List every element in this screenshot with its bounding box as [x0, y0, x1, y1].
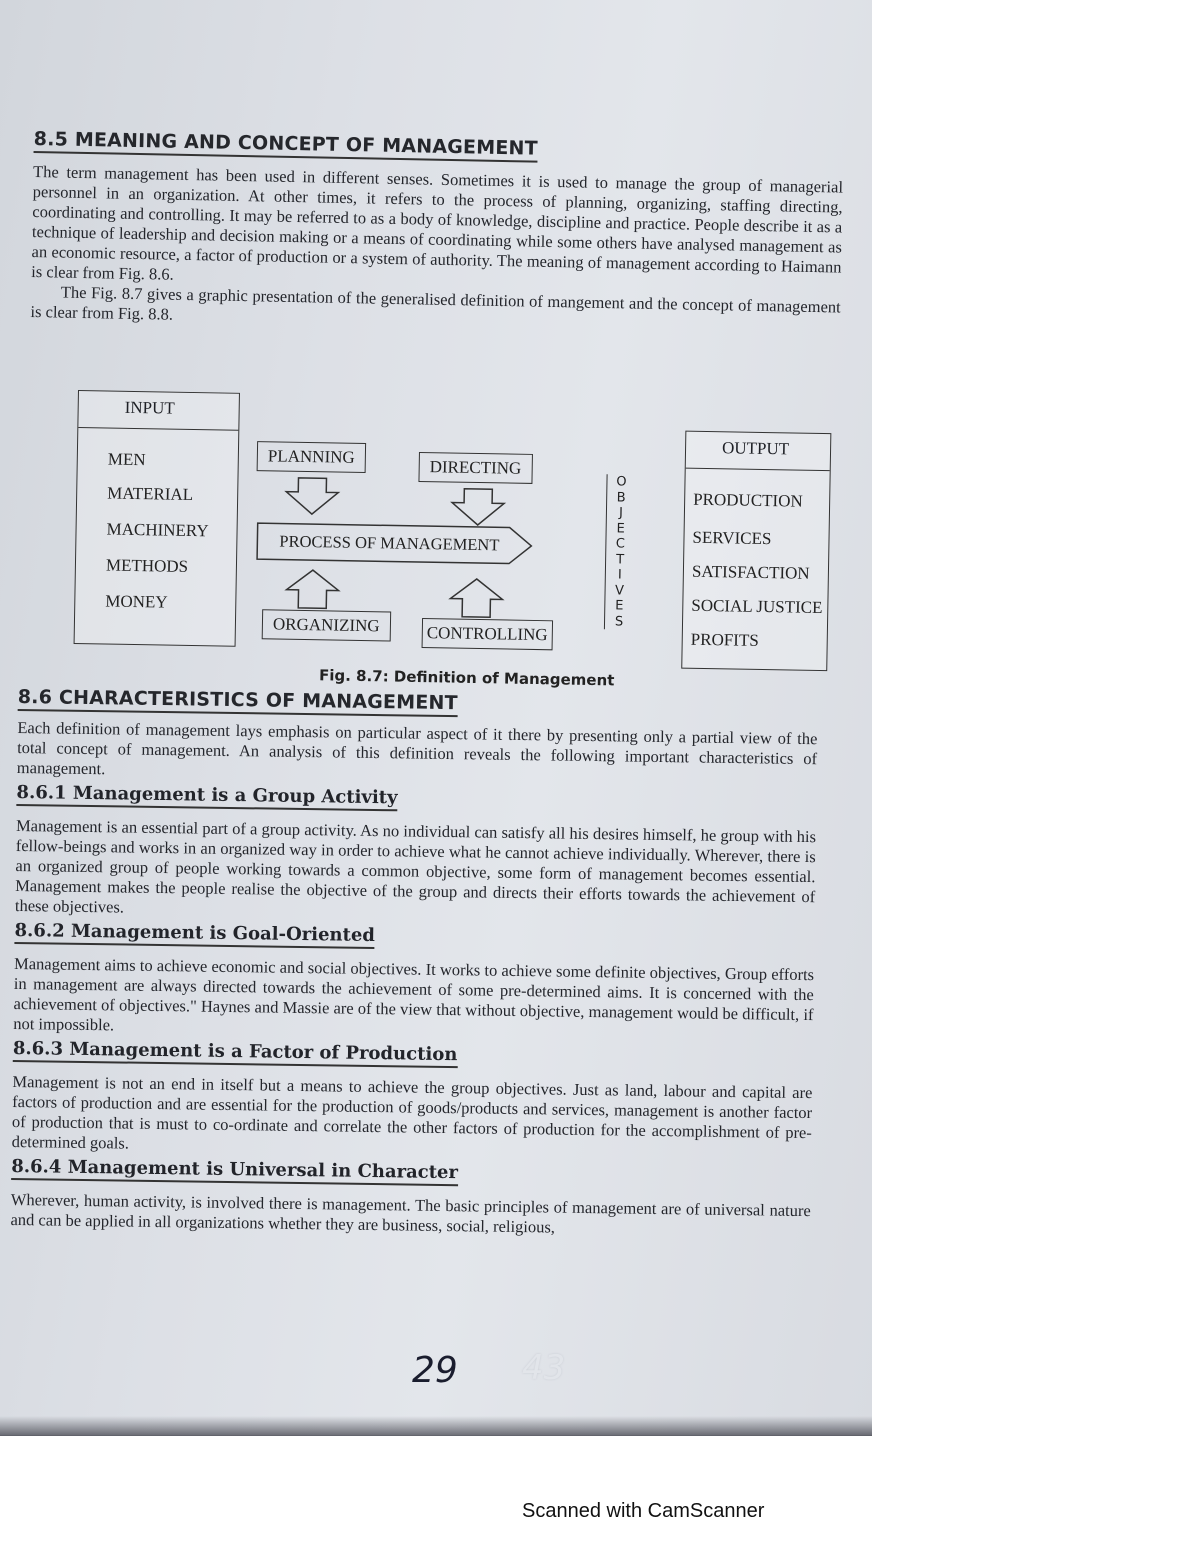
controlling-box: CONTROLLING: [422, 618, 553, 650]
section-heading: 8.6 CHARACTERISTICS OF MANAGEMENT: [18, 686, 818, 719]
output-item: SERVICES: [692, 527, 772, 549]
subsection-heading: 8.6.1 Management is a Group Activity: [16, 782, 397, 811]
subsection-8-6-3: [11, 1038, 813, 1163]
section-heading: 8.5 MEANING AND CONCEPT OF MANAGEMENT: [34, 128, 844, 166]
page-number-faint: 43: [522, 1348, 566, 1388]
subsection-heading: 8.6.4 Management is Universal in Character: [11, 1156, 458, 1186]
objectives-letter: B: [616, 489, 626, 506]
planning-box: PLANNING: [257, 441, 366, 473]
input-item: MONEY: [105, 591, 168, 612]
objectives-letter: S: [614, 613, 624, 630]
objectives-letter: E: [616, 520, 625, 537]
input-item: MACHINERY: [106, 519, 209, 541]
organizing-box: ORGANIZING: [262, 609, 391, 641]
objectives-letter: I: [617, 567, 622, 583]
scanner-watermark: Scanned with CamScanner: [522, 1500, 765, 1522]
paragraph: Wherever, human activity, is involved there is management. The basic principles of management are of universal nature and can be applied in all organizations whether they are business, social, religious,: [10, 1189, 811, 1237]
subsection-8-6-1: [15, 782, 817, 927]
subsection-heading: 8.6.2 Management is Goal-Oriented: [14, 920, 375, 949]
input-title: INPUT: [78, 391, 239, 431]
page-number: 29: [412, 1350, 458, 1391]
paragraph: Each definition of management lays emphasis on particular aspect of it there by presenting only a partial view of the total concept of management. An analysis of this definition reveals the following important characteristics of management.: [16, 717, 818, 779]
process-label: PROCESS OF MANAGEMENT: [279, 531, 500, 555]
input-item: MATERIAL: [107, 483, 194, 505]
objectives-letter: J: [618, 505, 623, 521]
figure-caption: Fig. 8.7: Definition of Management: [318, 666, 615, 690]
paragraph: Management is an essential part of a group activity. As no individual can satisfy all his desires himself, he group with his fellow-beings and works in an organized way in order to achieve what he cannot achieve individually. Wherever, there is an organized group of people working towards a common objective, some form of management becomes essential. Management makes the people realise the objective of the group and directs their efforts towards the achievement of these objectives.: [14, 815, 817, 917]
output-item: PRODUCTION: [693, 489, 803, 511]
output-item: PROFITS: [690, 629, 759, 650]
subsection-8-6-4: [10, 1156, 811, 1241]
output-item: SOCIAL JUSTICE: [691, 595, 823, 618]
management-definition-figure: [73, 390, 848, 703]
section-8-6: [10, 686, 818, 1241]
paragraph: The Fig. 8.7 gives a graphic presentation of the generalised definition of mangement and the concept of management is clear from Fig. 8.8.: [30, 282, 841, 324]
objectives-letter: O: [616, 474, 627, 490]
directing-box: DIRECTING: [418, 452, 532, 484]
objectives-letter: C: [615, 536, 626, 552]
output-box: [681, 431, 831, 672]
objectives-column: [604, 474, 632, 629]
paragraph: Management aims to achieve economic and social objectives. It works to achieve some definite objectives, Group efforts in management are always directed towards the achievement of some pre-determined aims. It is concerned with the achievement of objectives." Haynes and Massie are of the view that without objective, management would be difficult, if not impossible.: [13, 953, 815, 1035]
section-8-5: [30, 128, 844, 338]
down-arrow-icon: [286, 478, 339, 515]
objectives-letter: V: [615, 582, 625, 599]
output-item: SATISFACTION: [691, 561, 810, 583]
subsection-heading: 8.6.3 Management is a Factor of Production: [13, 1038, 458, 1068]
objectives-letter: T: [616, 551, 625, 568]
paragraph: The term management has been used in different senses. Sometimes it is used to manage the group of managerial personnel in an organization. At other times, it refers to the process of planning, organizing, staffing directing, coordinating and controlling. It may be referred to as a body of knowledge, discipline and practice. People describe it as a technique of leadership and decision making or a means of coordinating while some others have analysed management as an economic resource, a factor of production or a system of authority. The meaning of management according to Haimann is clear from Fig. 8.6.: [31, 161, 844, 284]
subsection-8-6-2: [13, 920, 815, 1045]
output-title: OUTPUT: [686, 432, 831, 472]
input-item: MEN: [107, 449, 146, 470]
up-arrow-icon: [450, 579, 503, 618]
up-arrow-icon: [286, 570, 339, 609]
paragraph: Management is not an end in itself but a means to achieve the group objectives. Just as land, labour and capital are factors of production and are essential for the production of goods/products and services, management is another factor of production that is must to co-ordinate and correlate the other factors of production for the accomplishment of pre-determined goals.: [11, 1071, 813, 1153]
input-item: METHODS: [105, 555, 189, 576]
objectives-letter: E: [615, 598, 624, 614]
page-edge-shadow: [0, 1416, 872, 1436]
down-arrow-icon: [452, 489, 505, 526]
